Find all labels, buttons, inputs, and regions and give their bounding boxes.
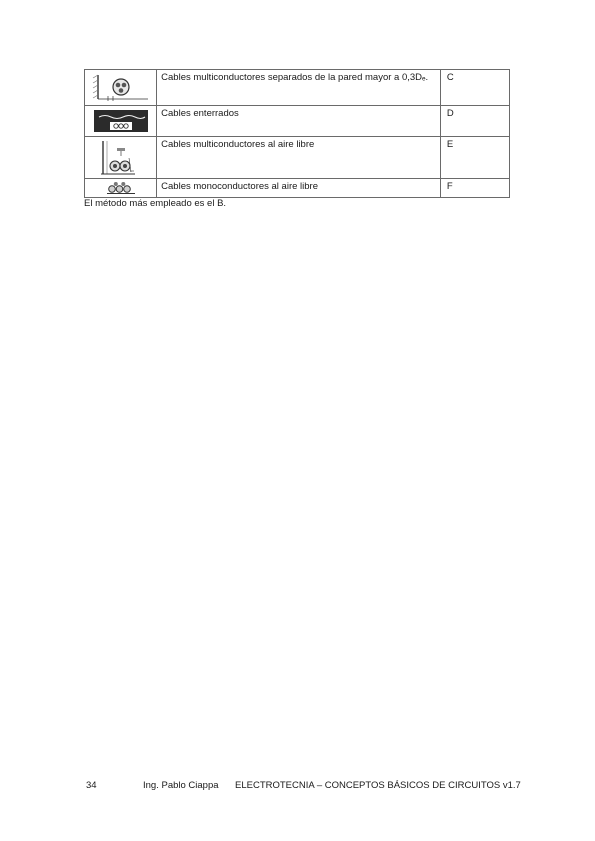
table-row (85, 106, 510, 137)
multiconductor-free-air-icon (87, 140, 154, 176)
table-row (85, 137, 510, 179)
table-row (85, 70, 510, 106)
footer-author: Ing. Pablo Ciappa (143, 780, 219, 791)
method-letter-cell: C (440, 70, 509, 106)
single-conductor-free-air-icon (87, 181, 154, 195)
footer-title: ELECTROTECNIA – CONCEPTOS BÁSICOS DE CIRCUITOS v1.7 (235, 780, 521, 791)
icon-cell (85, 106, 157, 137)
method-letter-cell: D (440, 106, 509, 137)
description-cell: Cables monoconductores al aire libre (157, 179, 441, 198)
description-cell: Cables multiconductores al aire libre (157, 137, 441, 179)
method-letter-cell: E (440, 137, 509, 179)
icon-cell (85, 179, 157, 198)
cable-separated-from-wall-icon (87, 73, 154, 103)
icon-cell (85, 70, 157, 106)
note-text: El método más empleado es el B. (84, 198, 227, 209)
method-letter-cell: F (440, 179, 509, 198)
page-number: 34 (86, 780, 97, 791)
buried-cable-icon (87, 109, 154, 133)
description-cell: Cables multiconductores separados de la pared mayor a 0,3Dₑ. (157, 70, 441, 106)
table-row (85, 179, 510, 198)
icon-cell (85, 137, 157, 179)
installation-methods-table (84, 69, 510, 198)
description-cell: Cables enterrados (157, 106, 441, 137)
